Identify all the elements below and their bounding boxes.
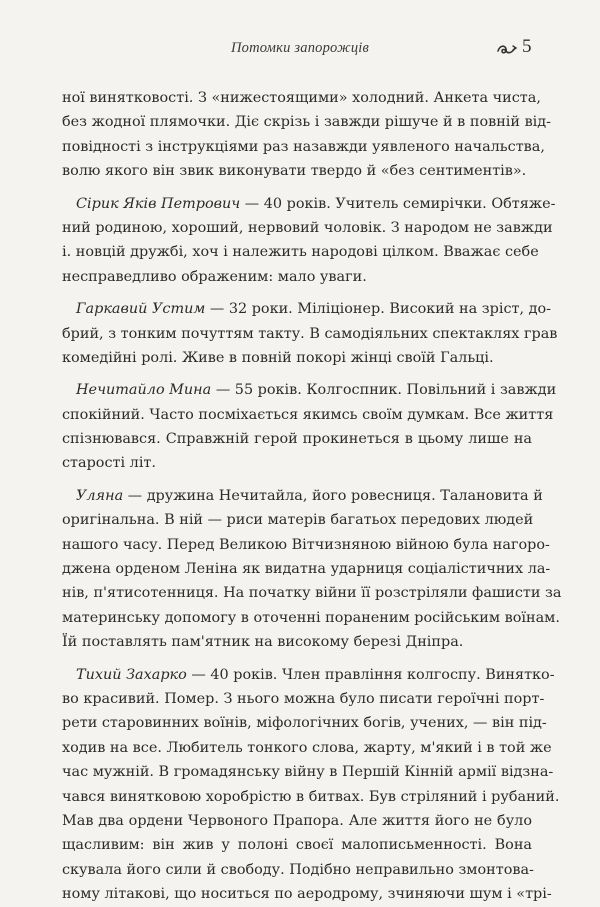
text-line: Мав два ордени Червоного Прапора. Але життя його не було [62,812,532,829]
text-line: материнську допомогу в оточенні пораненим російським воїнам. [62,609,560,626]
text-line: і. новцій дружбі, хоч і належить народові цілком. Вважає себе [62,244,539,261]
text-line: комедійні ролі. Живе в повній покорі жінці своїй Гальці. [62,349,494,366]
text-line: джена орденом Леніна як видатна ударниця соціалістичних ла- [62,561,551,578]
running-head [0,36,600,62]
character-description: — 40 років. Учитель семирічки. Обтяже- [240,195,556,212]
text-line: волю якого він звик виконувати твердо й «без сентиментів». [62,163,527,180]
character-name: Уляна [76,487,124,504]
text-line: щасливим: він жив у полоні своєї малописьменності. Вона [62,837,532,854]
text-line: ному літакові, що носиться по аеродрому, зчиняючи шум і «трі- [62,886,552,903]
character-description: — дружина Нечитайла, його ровесниця. Талановита й [123,487,543,504]
paragraph [62,297,558,370]
character-name: Нечитайло Мина [76,382,212,399]
text-line: нашого часу. Перед Великою Вітчизняною війною була нагоро- [62,536,550,553]
running-title: Потомки запорожців [230,40,369,56]
character-description: — 32 роки. Міліціонер. Високий на зріст, до- [205,301,552,318]
character-name: Тихий Захарко [76,666,187,683]
text-line: спізнювався. Справжній герой прокинеться в цьому лише на [62,431,532,448]
paragraph [62,484,562,655]
text-line: повідності з інструкціями раз назавжди уявленого начальства, [62,138,545,155]
text-line: ний родиною, хороший, нервовий чоловік. З народом не завжди [62,219,553,236]
text-line: брий, з тонким почуттям такту. В самодіяльних спектаклях грав [62,325,558,342]
page-number: 5 [522,36,532,57]
text-line: без жодної плямочки. Діє скрізь і завжди рішуче й в повній від- [62,114,552,131]
text-line: ної винятковості. З «нижестоящими» холодний. Анкета чиста, [62,90,541,106]
paragraph [62,192,556,290]
text-line: скувала його сили й свободу. Подібно неправильно змонтова- [62,861,534,878]
text-line: нів, п'ятисотенниця. На початку війни її розстріляли фашисти за [62,585,562,602]
character-description: — 40 років. Член правління колгоспу. Винятко- [186,666,555,683]
text-line [62,484,543,508]
character-name: Гаркавий Устим [76,301,206,318]
paragraph [62,86,552,184]
character-description: — 55 років. Колгоспник. Повільний і завжди [211,382,557,399]
text-line [62,192,556,216]
paragraph [62,378,557,476]
flourish-icon [496,41,518,57]
text-line: чався винятковою хоробрістю в битвах. Був стріляний і рубаний. [62,788,560,805]
text-line: несправедливо ображеним: мало уваги. [62,268,367,285]
text-line: спокійний. Часто посміхається якимсь своїм думкам. Все життя [62,406,554,423]
character-name: Сірик Яків Петрович [76,195,241,212]
text-line [62,297,552,321]
text-line [62,378,557,402]
text-line: час мужній. В громадянську війну в Першій Кінній армії відзна- [62,764,554,781]
text-line: старості літ. [62,455,156,472]
text-line: рети старовинних воїнів, міфологічних богів, учених, — він під- [62,715,547,732]
text-line: оригінальна. В ній — риси матерів багатьох передових людей [62,512,534,529]
text-line [62,663,555,687]
text-body [62,86,562,907]
paragraph [62,663,560,907]
text-line: во красивий. Помер. З нього можна було писати героїчні порт- [62,690,545,707]
text-line: Їй поставлять пам'ятник на високому березі Дніпра. [62,634,464,651]
text-line: ходив на все. Любитель тонкого слова, жарту, м'який і в той же [62,739,552,756]
